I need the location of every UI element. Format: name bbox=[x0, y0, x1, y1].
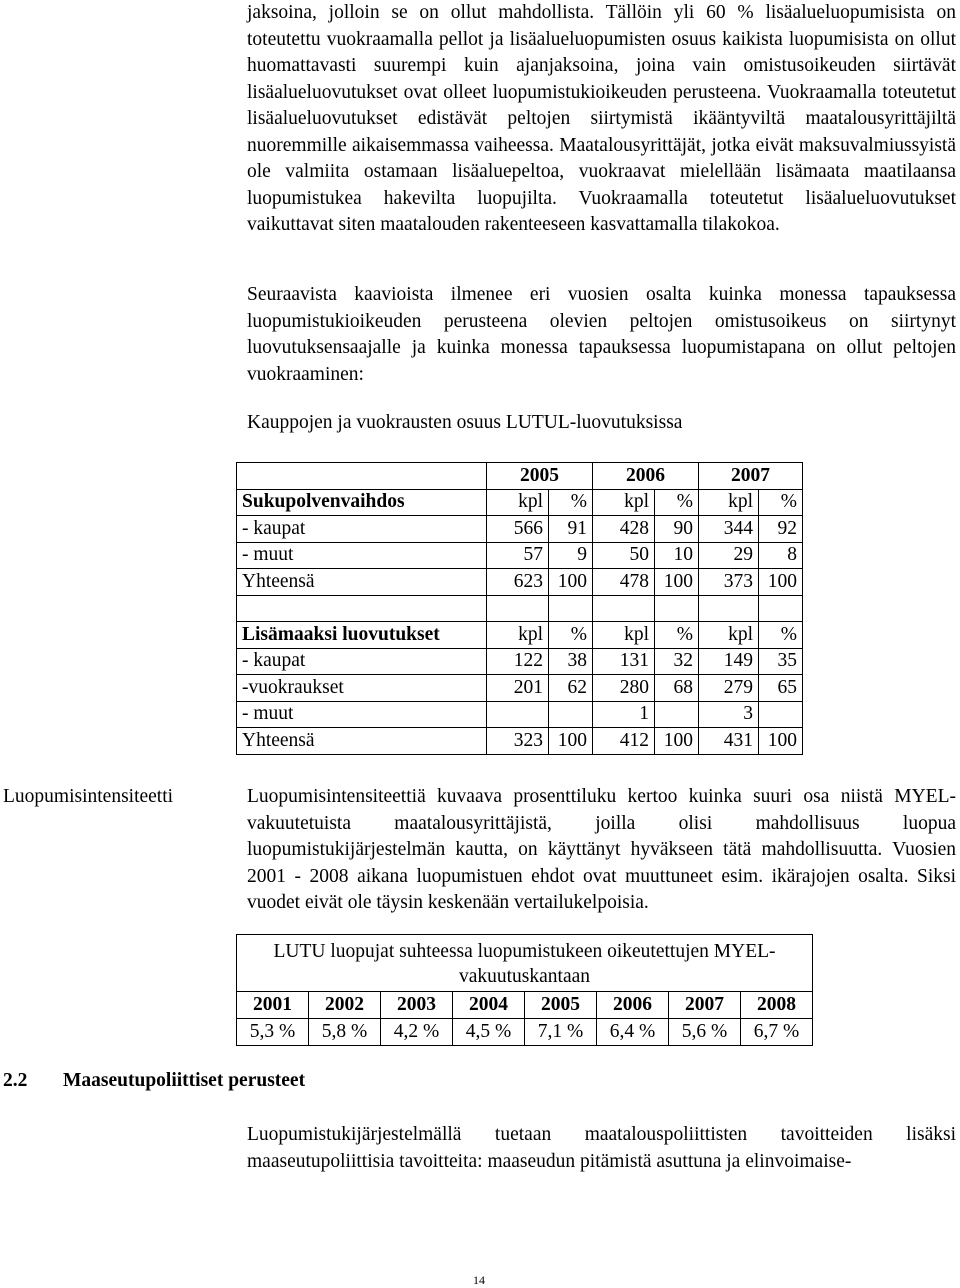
year-cell: 2001 bbox=[237, 992, 309, 1019]
paragraph-intensity-context: jaksoina, jolloin se on ollut mahdollista. Tällöin yli 60 % lisäalueluopumisista on toteutettu vuokraamalla pellot ja lisäalueluopumisten osuus kaikista luopumisista on ollut huomattavasti suurempi kuin ajanjaksoina, joina vain omistusoikeuden siirtävät lisäalueluovutukset ovat olleet luopumistukioikeuden perusteena. Vuokraamalla toteutetut lisäalueluovutukset edistävät peltojen siirtymistä ikääntyviltä maatalousyrittäjiltä nuoremmille aikaisemmassa vaiheessa. Maatalousyrittäjät, jotka eivät maksuvalmiussyistä ole valmiita ostamaan lisäaluepeltoa, vuokraavat mielellään lisämaata maatilaansa luopumistukea hakevilta luopujilta. Vuokraamalla toteutetut lisäalueluovutukset vaikuttavat siten maatalouden rakenteeseen kasvattamalla tilakokoa. bbox=[247, 2, 956, 235]
year-cell: 2003 bbox=[381, 992, 453, 1019]
table-row-years bbox=[237, 463, 803, 490]
intensity-table bbox=[236, 934, 813, 1046]
row-label: Yhteensä bbox=[237, 569, 487, 596]
cell-count: 131 bbox=[593, 648, 655, 675]
year-cell: 2007 bbox=[669, 992, 741, 1019]
year-cell: 2002 bbox=[309, 992, 381, 1019]
cell-percent: 32 bbox=[655, 648, 699, 675]
section-title: Lisämaaksi luovutukset bbox=[237, 622, 487, 649]
cell-percent: 10 bbox=[655, 542, 699, 569]
row-label: - muut bbox=[237, 701, 487, 728]
cell-percent: 100 bbox=[655, 569, 699, 596]
cell-percent bbox=[655, 701, 699, 728]
cell-count: 3 bbox=[699, 701, 759, 728]
unit-pct: % bbox=[759, 622, 803, 649]
cell-count: 623 bbox=[487, 569, 549, 596]
page-number: 14 bbox=[473, 1273, 485, 1287]
value-cell: 4,5 % bbox=[453, 1019, 525, 1046]
table1-caption: Kauppojen ja vuokrausten osuus LUTUL-luovutuksissa bbox=[247, 412, 683, 433]
cell-percent: 100 bbox=[759, 569, 803, 596]
year-header: 2006 bbox=[593, 463, 699, 490]
cell-percent: 8 bbox=[759, 542, 803, 569]
cell-count: 373 bbox=[699, 569, 759, 596]
paragraph-intensity: Luopumisintensiteettiä kuvaava prosenttiluku kertoo kuinka suuri osa niistä MYEL-vakuutetuista maatalousyrittäjistä, joilla olisi mahdollisuus luopua luopumistukijärjestelmän kautta, on käyttänyt hyväkseen tätä mahdollisuutta. Vuosien 2001 - 2008 aikana luopumistuen ehdot ovat muuttuneet esim. ikärajojen osalta. Siksi vuodet eivät ole täysin keskenään vertailukelpoisia. bbox=[247, 786, 956, 913]
table-row bbox=[237, 542, 803, 569]
section-number: 2.2 bbox=[3, 1070, 28, 1091]
cell-count: 201 bbox=[487, 675, 549, 702]
unit-pct: % bbox=[759, 489, 803, 516]
cell-count: 122 bbox=[487, 648, 549, 675]
value-cell: 7,1 % bbox=[525, 1019, 597, 1046]
cell-percent: 100 bbox=[759, 728, 803, 755]
table-row bbox=[237, 516, 803, 543]
table-row-values bbox=[237, 1019, 813, 1046]
margin-label-intensity: Luopumisintensiteetti bbox=[3, 786, 174, 807]
cell-count: 478 bbox=[593, 569, 655, 596]
paragraph-chart-intro: Seuraavista kaavioista ilmenee eri vuosien osalta kuinka monessa tapauksessa luopumistukioikeuden perusteena olevien peltojen omistusoikeus on siirtynyt luovutuksensaajalle ja kuinka monessa tapauksessa luopumistapana on ollut peltojen vuokraaminen: bbox=[247, 284, 956, 385]
cell-count: 280 bbox=[593, 675, 655, 702]
table2-title: LUTU luopujat suhteessa luopumistukeen oikeutettujen MYEL-vakuutuskantaan bbox=[237, 935, 813, 992]
table-row bbox=[237, 675, 803, 702]
value-cell: 6,7 % bbox=[741, 1019, 813, 1046]
cell-count: 57 bbox=[487, 542, 549, 569]
unit-kpl: kpl bbox=[699, 622, 759, 649]
section-title: Sukupolvenvaihdos bbox=[237, 489, 487, 516]
cell-count: 323 bbox=[487, 728, 549, 755]
cell-count: 431 bbox=[699, 728, 759, 755]
unit-pct: % bbox=[549, 622, 593, 649]
cell-count: 412 bbox=[593, 728, 655, 755]
table-row-spacer bbox=[237, 595, 803, 622]
year-header: 2005 bbox=[487, 463, 593, 490]
unit-pct: % bbox=[655, 489, 699, 516]
year-header: 2007 bbox=[699, 463, 803, 490]
value-cell: 5,3 % bbox=[237, 1019, 309, 1046]
cell-percent: 38 bbox=[549, 648, 593, 675]
cell-count: 50 bbox=[593, 542, 655, 569]
row-label: Yhteensä bbox=[237, 728, 487, 755]
cell-percent bbox=[759, 701, 803, 728]
cell-percent bbox=[549, 701, 593, 728]
row-label: - muut bbox=[237, 542, 487, 569]
cell-percent: 100 bbox=[549, 569, 593, 596]
unit-kpl: kpl bbox=[487, 489, 549, 516]
cell-percent: 91 bbox=[549, 516, 593, 543]
cell-percent: 92 bbox=[759, 516, 803, 543]
year-cell: 2005 bbox=[525, 992, 597, 1019]
transfers-table bbox=[236, 462, 803, 755]
unit-pct: % bbox=[655, 622, 699, 649]
value-cell: 5,6 % bbox=[669, 1019, 741, 1046]
cell-count: 566 bbox=[487, 516, 549, 543]
section-title: Maaseutupoliittiset perusteet bbox=[63, 1070, 306, 1091]
table-row-title bbox=[237, 935, 813, 992]
unit-kpl: kpl bbox=[593, 622, 655, 649]
cell-percent: 90 bbox=[655, 516, 699, 543]
cell-percent: 100 bbox=[549, 728, 593, 755]
cell-percent: 100 bbox=[655, 728, 699, 755]
table-row-section2-header bbox=[237, 622, 803, 649]
table-row bbox=[237, 701, 803, 728]
year-cell: 2008 bbox=[741, 992, 813, 1019]
cell-percent: 9 bbox=[549, 542, 593, 569]
unit-kpl: kpl bbox=[487, 622, 549, 649]
cell-count: 428 bbox=[593, 516, 655, 543]
value-cell: 5,8 % bbox=[309, 1019, 381, 1046]
year-cell: 2006 bbox=[597, 992, 669, 1019]
value-cell: 6,4 % bbox=[597, 1019, 669, 1046]
cell-count bbox=[487, 701, 549, 728]
section-heading bbox=[3, 1068, 305, 1094]
unit-kpl: kpl bbox=[593, 489, 655, 516]
cell-percent: 68 bbox=[655, 675, 699, 702]
cell-count: 344 bbox=[699, 516, 759, 543]
table-row-years bbox=[237, 992, 813, 1019]
year-cell: 2004 bbox=[453, 992, 525, 1019]
unit-kpl: kpl bbox=[699, 489, 759, 516]
cell-count: 149 bbox=[699, 648, 759, 675]
cell-count: 29 bbox=[699, 542, 759, 569]
cell-percent: 62 bbox=[549, 675, 593, 702]
value-cell: 4,2 % bbox=[381, 1019, 453, 1046]
cell-count: 1 bbox=[593, 701, 655, 728]
table-row bbox=[237, 569, 803, 596]
unit-pct: % bbox=[549, 489, 593, 516]
table-row bbox=[237, 728, 803, 755]
row-label: -vuokraukset bbox=[237, 675, 487, 702]
row-label: - kaupat bbox=[237, 648, 487, 675]
table-row bbox=[237, 648, 803, 675]
cell-percent: 35 bbox=[759, 648, 803, 675]
paragraph-rural-policy: Luopumistukijärjestelmällä tuetaan maatalouspoliittisten tavoitteiden lisäksi maaseutupoliittisia tavoitteita: maaseudun pitämistä asuttuna ja elinvoimaise- bbox=[247, 1124, 956, 1172]
row-label: - kaupat bbox=[237, 516, 487, 543]
cell-count: 279 bbox=[699, 675, 759, 702]
cell-percent: 65 bbox=[759, 675, 803, 702]
table-row-section1-header bbox=[237, 489, 803, 516]
